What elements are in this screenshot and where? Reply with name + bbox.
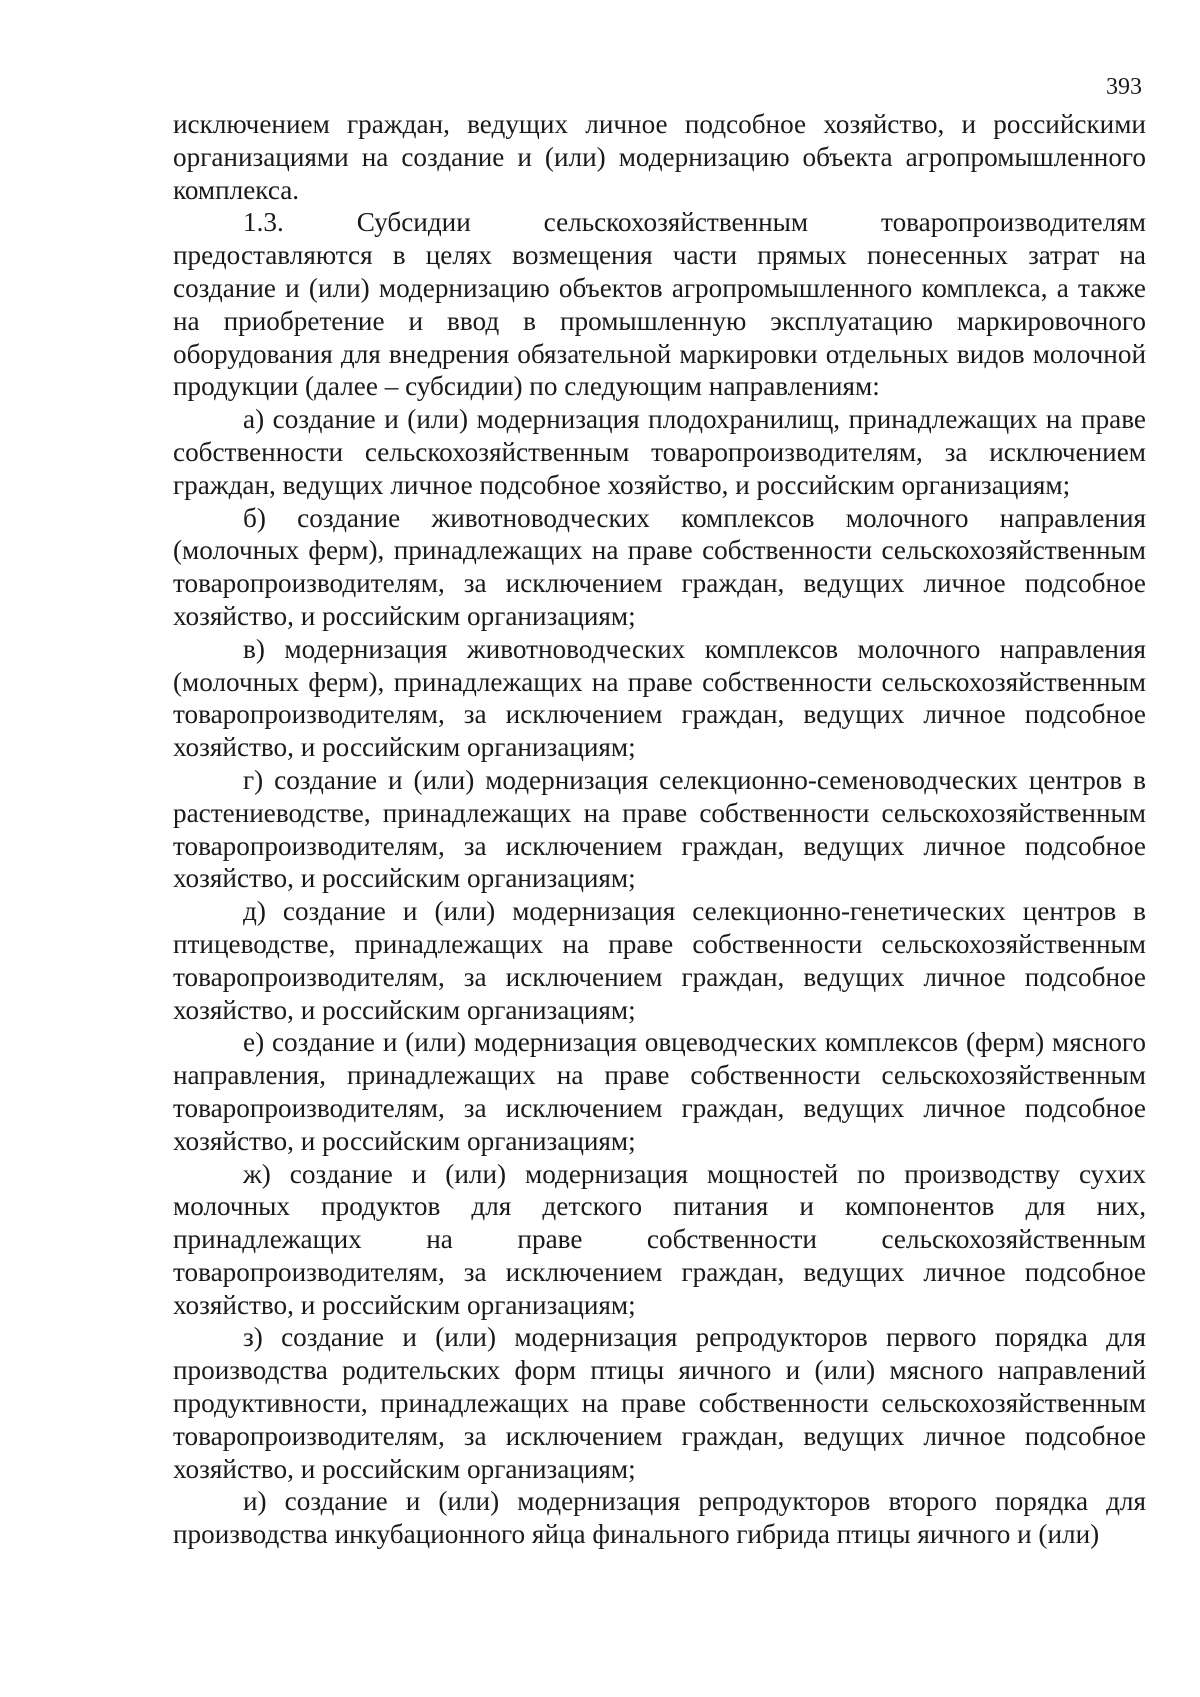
list-item-i: и) создание и (или) модернизация репродукторов второго порядка для производства инкубационного яйца финального гибрида птицы яичного и (или) bbox=[173, 1486, 1146, 1550]
list-item-e: е) создание и (или) модернизация овцеводческих комплексов (ферм) мясного направления, принадлежащих на праве собственности сельскохозяйственным товаропроизводителям, за исключением граждан, ведущих личное подсобное хозяйство, и российским организациям; bbox=[173, 1027, 1146, 1156]
list-item-g: г) создание и (или) модернизация селекционно-семеноводческих центров в растениеводстве, принадлежащих на праве собственности сельскохозяйственным товаропроизводителям, за исключением граждан, ведущих личное подсобное хозяйство, и российским организациям; bbox=[173, 764, 1146, 894]
paragraph-section-1-3: 1.3. Субсидии сельскохозяйственным товаропроизводителям предоставляются в целях возмещения части прямых понесенных затрат на создание и (или) модернизацию объектов агропромышленного комплекса, а также на приобретение и ввод в промышленную эксплуатацию маркировочного оборудования для внедрения обязательной маркировки отдельных видов молочной продукции (далее – субсидии) по следующим направлениям: bbox=[173, 207, 1146, 402]
list-item-a: а) создание и (или) модернизация плодохранилищ, принадлежащих на праве собственности сельскохозяйственным товаропроизводителям, за исключением граждан, ведущих личное подсобное хозяйство, и российским организациям; bbox=[173, 404, 1146, 500]
list-item-z: з) создание и (или) модернизация репродукторов первого порядка для производства родительских форм птицы яичного и (или) мясного направлений продуктивности, принадлежащих на праве собственности сельскохозяйственным товаропроизводителям, за исключением граждан, ведущих личное подсобное хозяйство, и российским организациям; bbox=[173, 1322, 1146, 1484]
page-number: 393 bbox=[1106, 74, 1142, 100]
list-item-d: д) создание и (или) модернизация селекционно-генетических центров в птицеводстве, принадлежащих на праве собственности сельскохозяйственным товаропроизводителям, за исключением граждан, ведущих личное подсобное хозяйство, и российским организациям; bbox=[173, 896, 1146, 1025]
list-item-zh: ж) создание и (или) модернизация мощностей по производству сухих молочных продуктов для детского питания и компонентов для них, принадлежащих на праве собственности сельскохозяйственным товаропроизводителям, за исключением граждан, ведущих личное подсобное хозяйство, и российским организациям; bbox=[173, 1158, 1146, 1320]
paragraph-continuation: исключением граждан, ведущих личное подсобное хозяйство, и российскими организациями на создание и (или) модернизацию объекта агропромышленного комплекса. bbox=[173, 109, 1146, 205]
list-item-b: б) создание животноводческих комплексов молочного направления (молочных ферм), принадлежащих на праве собственности сельскохозяйственным товаропроизводителям, за исключением граждан, ведущих личное подсобное хозяйство, и российским организациям; bbox=[173, 502, 1146, 631]
list-item-v: в) модернизация животноводческих комплексов молочного направления (молочных ферм), принадлежащих на праве собственности сельскохозяйственным товаропроизводителям, за исключением граждан, ведущих личное подсобное хозяйство, и российским организациям; bbox=[173, 633, 1146, 763]
document-body bbox=[173, 108, 1146, 1551]
